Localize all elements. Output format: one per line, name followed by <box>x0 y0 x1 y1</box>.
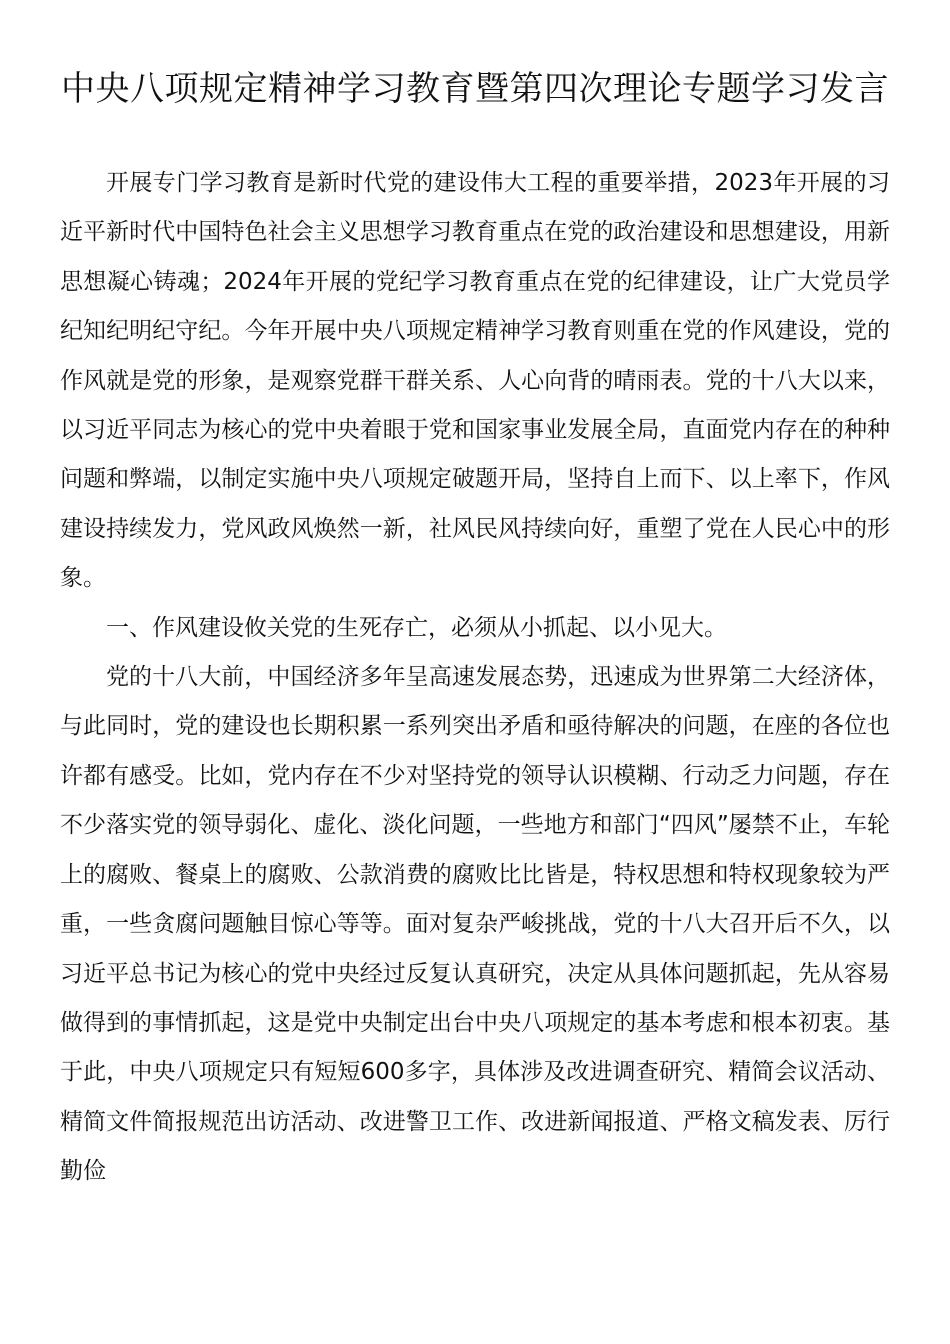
section-heading-1: 一、作风建设攸关党的生死存亡，必须从小抓起、以小见大。 <box>106 614 727 641</box>
document-title: 中央八项规定精神学习教育暨第四次理论专题学习发言 <box>61 69 889 109</box>
document-body <box>60 159 890 1197</box>
paragraph-section-1: 党的十八大前，中国经济多年呈高速发展态势，迅速成为世界第二大经济体，与此同时，党的建设也长期积累一系列突出矛盾和亟待解决的问题，在座的各位也许都有感受。比如，党内存在不少对坚持党的领导认识模糊、行动乏力问题，存在不少落实党的领导弱化、虚化、淡化问题，一些地方和部门“四风”屡禁不止，车轮上的腐败、餐桌上的腐败、公款消费的腐败比比皆是，特权思想和特权现象较为严重，一些贪腐问题触目惊心等等。面对复杂严峻挑战，党的十八大召开后不久，以习近平总书记为核心的党中央经过反复认真研究，决定从具体问题抓起，先从容易做得到的事情抓起，这是党中央制定出台中央八项规定的基本考虑和根本初衷。基于此，中央八项规定只有短短600多字，具体涉及改进调查研究、精简会议活动、精简文件简报规范出访活动、改进警卫工作、改进新闻报道、严格文稿发表、厉行勤俭 <box>60 664 890 1185</box>
paragraph-intro: 开展专门学习教育是新时代党的建设伟大工程的重要举措，2023年开展的习近平新时代中国特色社会主义思想学习教育重点在党的政治建设和思想建设，用新思想凝心铸魂；2024年开展的党纪学习教育重点在党的纪律建设，让广大党员学纪知纪明纪守纪。今年开展中央八项规定精神学习教育则重在党的作风建设，党的作风就是党的形象，是观察党群干群关系、人心向背的晴雨表。党的十八大以来，以习近平同志为核心的党中央着眼于党和国家事业发展全局，直面党内存在的种种问题和弊端，以制定实施中央八项规定破题开局，坚持自上而下、以上率下，作风建设持续发力，党风政风焕然一新，社风民风持续向好，重塑了党在人民心中的形象。 <box>60 170 890 592</box>
